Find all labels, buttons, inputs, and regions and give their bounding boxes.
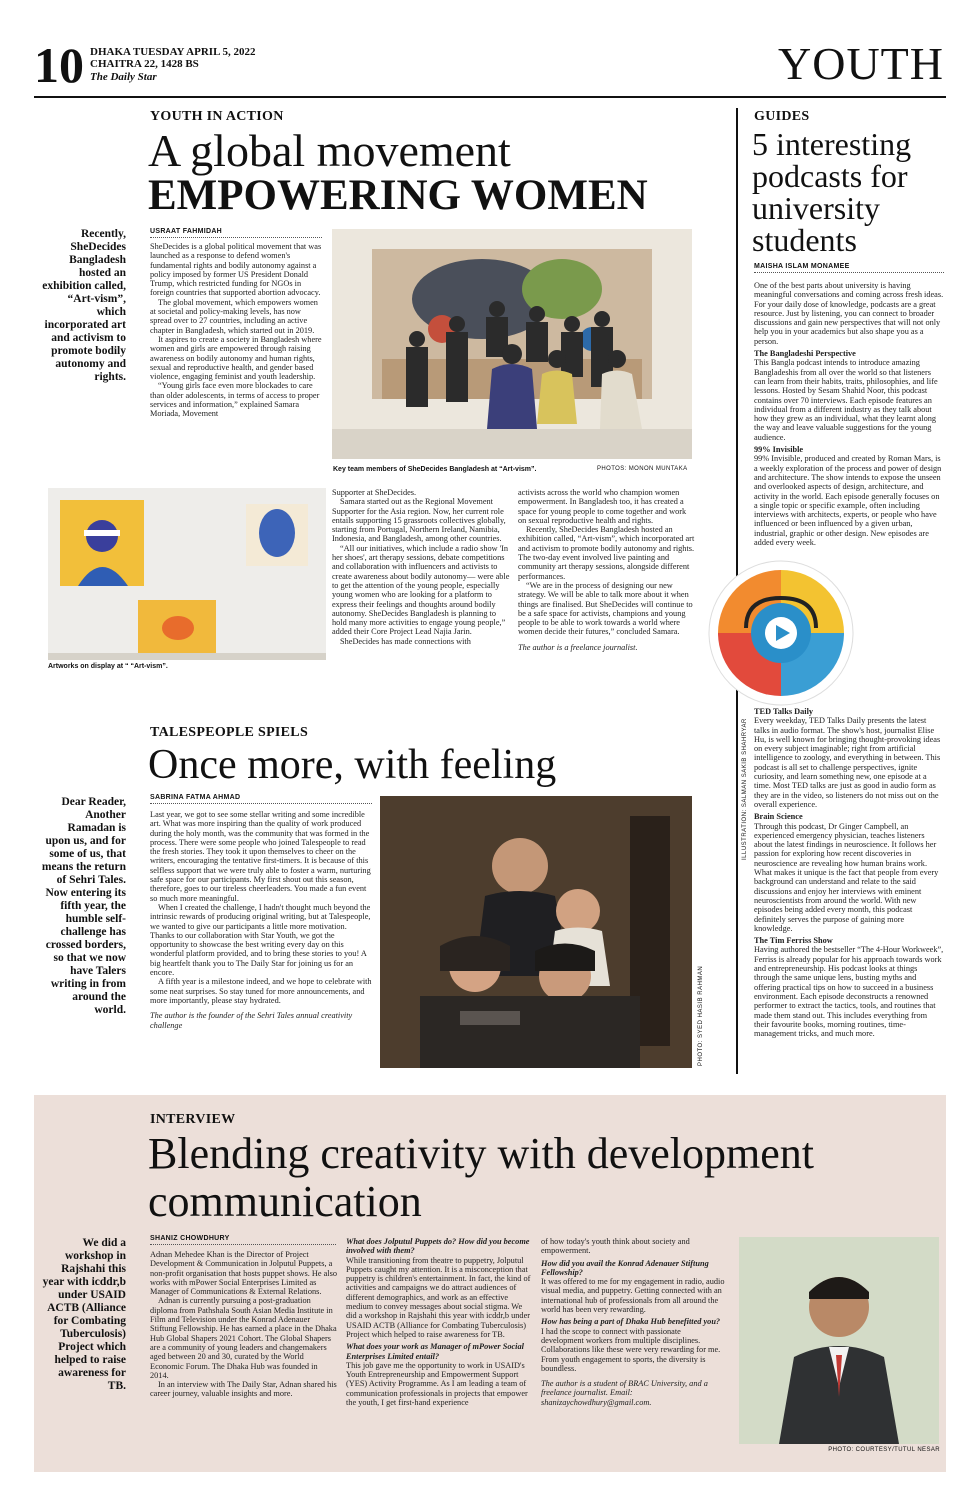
paragraph: A fifth year is a milestone indeed, and we hope to celebrate with some neat surprises. So stay tuned for more announcements, and more importantly, please stay hydrated. xyxy=(150,977,372,1005)
team-photo-image xyxy=(332,229,692,459)
article2-kicker: TALESPEOPLE SPIELS xyxy=(150,725,309,740)
article2-author-note: The author is the founder of the Sehri Tales annual creativity challenge xyxy=(150,1011,353,1030)
section-title: YOUTH xyxy=(778,38,944,89)
article4-pullquote: We did a workshop in Rajshahi this year with icddr,b under USAID ACTB (Alliance for Combating Tuberculosis) Project which helped to raise awareness for TB. xyxy=(42,1237,126,1392)
article1-column-3 xyxy=(518,488,696,674)
interview-answer: This job gave me the opportunity to work in USAID's Youth Entrepreneurship and Empowerment Support (YES) Activity Programme. As I am leading a team of communication professionals in projects that empower the youth, I get first-hand experience xyxy=(346,1360,528,1408)
article2-body xyxy=(150,810,372,1070)
article4-column-1 xyxy=(150,1250,338,1462)
article1-byline: USRAAT FAHMIDAH xyxy=(150,228,322,238)
article1-author-note: The author is a freelance journalist. xyxy=(518,642,638,652)
article4-column-3 xyxy=(541,1237,725,1462)
talespeople-photo xyxy=(380,796,692,1068)
paragraph: “We are in the process of designing our new strategy. We will be able to talk more about it when things are finalised. But SheDecides will continue to be a safe space for activists, champions and young people to be able to work towards a world where women decide their futures,” concluded Samara. xyxy=(518,580,693,637)
paragraph: Recently, SheDecides Bangladesh hosted an exhibition called, “Art-vism”, which incorporated art and activism to promote bodily autonomy and rights. The two-day event involved live painting and community art therapy sessions, alongside different performances. xyxy=(518,525,695,581)
article4-byline: SHANIZ CHOWDHURY xyxy=(150,1235,336,1245)
article4-kicker: INTERVIEW xyxy=(150,1112,236,1127)
article4-author-note: The author is a student of BRAC University, and a freelance journalist. Email: shanizaychowdhury@gmail.com. xyxy=(541,1379,708,1407)
section-title: The Tim Ferriss Show xyxy=(754,936,833,946)
article3-byline: MAISHA ISLAM MONAMEE xyxy=(754,263,944,273)
article2-pullquote: Dear Reader, Another Ramadan is upon us, and for some of us, that means the return of Sehri Tales. Now entering its fifth year, the humble self-challenge has crossed borders, so that we now have Talers writing in from around the world. xyxy=(41,796,126,1016)
dateline xyxy=(90,46,256,70)
article1-headline-line2: EMPOWERING WOMEN xyxy=(148,172,648,219)
paragraph: Every weekday, TED Talks Daily presents the latest talks in audio format. The show's host, journalist Elise Hu, is well known for bringing thought-provoking ideas on every subject imaginable; right from artificial intelligence to zoology, and everything in between. This podcast is all set to challenge perspectives, ignite curiosity, and learn something new, one episode at a time. Most TED talks are just as good in audio form as they are in the video, so listeners do not miss out on the overall experience. xyxy=(754,716,941,809)
section-title: Brain Science xyxy=(754,812,803,822)
interview-answer: While transitioning from theatre to puppetry, Jolputul Puppets caught my attention. It is a misconception that puppetry is children's entertainment. In fact, the kind of activities and campaigns we do attract audiences of different demographics, and work as an effective medium to convey messages about social stigma. We did a workshop in Rajshahi this year with icddr,b under USAID ACTB (Alliance for Combating Tuberculosis) Project which helped to raise awareness for TB. xyxy=(346,1255,531,1339)
paragraph: Having authored the bestseller “The 4-Hour Workweek”, Ferriss is already popular for his approach towards work and entrepreneurship. His podcast looks at things through the same unique lens, busting myths and offering practical tips on how to succeed in a business environment. Each episode deconstructs a renowned performer to extract the tactics, tools, and routines that made them stand out. This includes everything from their favourite books, morning routines, time-management tricks, and much more. xyxy=(754,945,944,1039)
artwork-caption: Artworks on display at “ “Art-vism”. xyxy=(48,663,168,670)
paragraph: Samara started out as the Regional Movement Supporter for the Asia region. Now, her current role entails supporting 15 grassroots collectives globally, starting from Portugal, Northern Ireland, Namibia, Indonesia, and Bangladesh, among other countries. xyxy=(332,497,506,544)
interview-question: How did you avail the Konrad Adenauer Stiftung Fellowship? xyxy=(541,1258,709,1277)
article3-kicker: GUIDES xyxy=(754,109,810,124)
article4-headline-line2: communication xyxy=(148,1177,422,1226)
team-photo xyxy=(332,229,692,459)
article2-headline: Once more, with feeling xyxy=(148,742,557,788)
interview-question: What does your work as Manager of mPower Social Enterprises Limited entail? xyxy=(346,1342,524,1361)
article1-pullquote: Recently, SheDecides Bangladesh hosted an exhibition called, “Art-vism”, which incorporated art and activism to promote bodily autonomy and rights. xyxy=(42,228,126,383)
article1-column-1 xyxy=(150,242,322,474)
paragraph: It aspires to create a society in Bangladesh where women and girls are empowered through raising awareness on bodily autonomy and human rights, sexual and reproductive health, and gender based violence, engaging feminist and youth leadership. xyxy=(150,334,322,382)
paragraph: Adnan is currently pursuing a post-graduation diploma from Pathshala South Asian Media Institute in Film and Television under the Konrad Adenauer Stiftung Fellowship. He has earned a place in the Dhaka Hub Global Shapers 2021 Cohort. The Global Shapers are a community of young leaders and changemakers aged between 20 and 30, curated by the World Economic Forum. The Dhaka Hub was founded in 2014. xyxy=(150,1296,337,1380)
section-title: 99% Invisible xyxy=(754,445,804,455)
paragraph: The global movement, which empowers women at societal and policy-making levels, has now spread over to 27 countries, including an active chapter in Bangladesh, which started out in 2019. xyxy=(150,297,318,335)
talespeople-photo-credit: PHOTO: SYED HASIB RAHMAN xyxy=(698,965,704,1066)
paragraph: When I created the challenge, I hadn't thought much beyond the intrinsic rewards of producing original writing, but at Talespeople, we wanted to give our participants a little more motivation. Thanks to our collaboration with Star Youth, we got the opportunity to showcase the best writing every day on this wonderful platform provided, and to bring these stories to you! A big heartfelt thank you to The Daily Star for joining us for an encore. xyxy=(150,902,371,978)
interview-question: What does Jolputul Puppets do? How did you become involved with them? xyxy=(346,1237,530,1256)
section-title: TED Talks Daily xyxy=(754,707,814,716)
article1-column-2 xyxy=(332,488,510,674)
illustration-credit: ILLUSTRATION: SALMAN SAKIB SHAHRYAR xyxy=(742,718,748,860)
interview-question: How has being a part of Dhaka Hub benefitted you? xyxy=(541,1317,721,1327)
interview-answer: of how today's youth think about society and empowerment. xyxy=(541,1237,690,1256)
article4-headline-line1: Blending creativity with development xyxy=(148,1129,814,1178)
paragraph: “Young girls face even more blockades to care than older adolescents, in terms of access to proper services and information,” explained Samara Moriada, Movement xyxy=(150,381,320,419)
artwork-photo xyxy=(48,488,326,660)
article3-column-upper xyxy=(754,281,944,581)
article1-kicker: YOUTH IN ACTION xyxy=(150,109,284,124)
section-title: The Bangladeshi Perspective xyxy=(754,349,856,359)
page-number: 10 xyxy=(34,37,84,93)
paper-logo: The Daily Star xyxy=(90,71,157,83)
team-photo-credit: PHOTOS: MONON MUNTAKA xyxy=(597,466,688,472)
paragraph: Adnan Mehedee Khan is the Director of Project Development & Communication in Jolputul Puppets, a non-profit organisation that hosts puppet shows. He also works with mPower Social Enterprises Limited as Manager of Communications & External Relations. xyxy=(150,1250,337,1297)
date-line-2: CHAITRA 22, 1428 BS xyxy=(90,58,199,70)
paragraph: SheDecides has made connections with xyxy=(340,636,471,646)
paragraph: activists across the world who champion women empowerment. In Bangladesh too, it has created a space for young people to come together and work on sexual reproductive health and rights. xyxy=(518,488,687,525)
paragraph: SheDecides is a global political movement that was launched as a response to defend women's fundamental rights and bodily autonomy against a policy imposed by former US President Donald Trump, which restricted funding for NGOs in foreign countries that supported abortion advocacy. xyxy=(150,242,322,298)
paragraph: Last year, we got to see some stellar writing and some incredible art. What was more inspiring than the quality of work produced during the holy month, was the community that was formed in the process. There were some people who joined Talespeople to read the fresh stories. They took it upon themselves to cheer on the writers, encouraging the tentative first-timers. It is because of this selfless support that we were truly able to foster a warm, nurturing safe space for our participants. My first shout out this season, therefore, goes to our tireless cheerleaders. You made a fun event so much more meaningful. xyxy=(150,810,371,903)
paragraph: In an interview with The Daily Star, Adnan shared his career journey, valuable insights and more. xyxy=(150,1380,337,1399)
talespeople-photo-image xyxy=(380,796,692,1068)
article4-column-2 xyxy=(346,1237,532,1462)
article1-headline-line1: A global movement xyxy=(148,125,511,176)
paragraph: Through this podcast, Dr Ginger Campbell, an experienced emergency physician, teaches listeners about the latest findings in neuroscience. It follows her passion for exploring how recent discoveries in neuroscience are revealing how human brains work. What makes it unique is the fact that people from every background can understand and relate to the said discussions and enjoy her interviews with eminent neuroscientists from around the world. With new episodes being added every month, this podcast definitely serves the purpose of gaining more knowledge. xyxy=(754,821,939,933)
article3-column-lower xyxy=(754,704,944,1072)
paragraph: One of the best parts about university is having meaningful conversations and coming across fresh ideas. For your daily dose of knowledge, podcasts are a great resource. Just by listening, you can connect to broader discussions and gain new perspectives that will not only help you in your academics but also shape you as a person. xyxy=(754,281,944,346)
interview-answer: I had the scope to connect with passionate development workers from multiple disciplines. Collaborations like these were very rewarding for me. From youth engagement to sports, the diversity is boundless. xyxy=(541,1326,721,1373)
artwork-photo-image xyxy=(48,488,326,660)
interview-answer: It was offered to me for my engagement in radio, audio visual media, and puppetry. Getting connected with an international hub of professionals from all around the world has been very rewarding. xyxy=(541,1277,725,1315)
team-photo-caption: Key team members of SheDecides Bangladesh at “Art-vism”. xyxy=(333,466,537,473)
article3-headline: 5 interesting podcasts for university students xyxy=(752,126,912,258)
interviewee-photo-credit: PHOTO: COURTESY/TUTUL NESAR xyxy=(828,1447,940,1453)
date-line-1: DHAKA TUESDAY APRIL 5, 2022 xyxy=(90,46,256,58)
interviewee-portrait-image xyxy=(739,1237,939,1444)
paragraph: 99% Invisible, produced and created by Roman Mars, is a weekly exploration of the process and power of design and architecture. The show intends to expose the unseen and overlooked aspects of design, architecture, and activity in the world. Each episode generally focuses on a single topic or specific example, often including interviews with architects, experts, or people who have influenced or been influenced by a given urban, industrial, graphic or other design. New episodes are added every week. xyxy=(754,454,942,548)
article3-wrap-region xyxy=(754,584,944,696)
article2-byline: SABRINA FATMA AHMAD xyxy=(150,794,372,804)
paragraph: “All our initiatives, which include a radio show 'In her shoes', art therapy sessions, debate competitions and collaboration with influencers and activists to create awareness about bodily autonomy— were able to get the attention of the young people, especially young women who are looking for a platform to express their feelings and thoughts around bodily autonomy. SheDecides Bangladesh is planning to hold many more activities to engage young people,” added their Core Project Lead Najia Jarin. xyxy=(332,543,510,637)
interviewee-portrait xyxy=(739,1237,939,1444)
paragraph: This Bangla podcast intends to introduce amazing Bangladeshis from all over the world so that listeners can learn from their habits, traits, philosophies, and life lessons. Hosted by Sesam Shahid Noor, this podcast contains over 70 interviews. Each episode features an individual from a different industry as they talk about how they grew as an individual, what they learnt along the way and leave valuable suggestions for the young audience. xyxy=(754,358,938,442)
top-rule xyxy=(34,96,946,98)
paragraph: Supporter at SheDecides. xyxy=(332,488,417,497)
